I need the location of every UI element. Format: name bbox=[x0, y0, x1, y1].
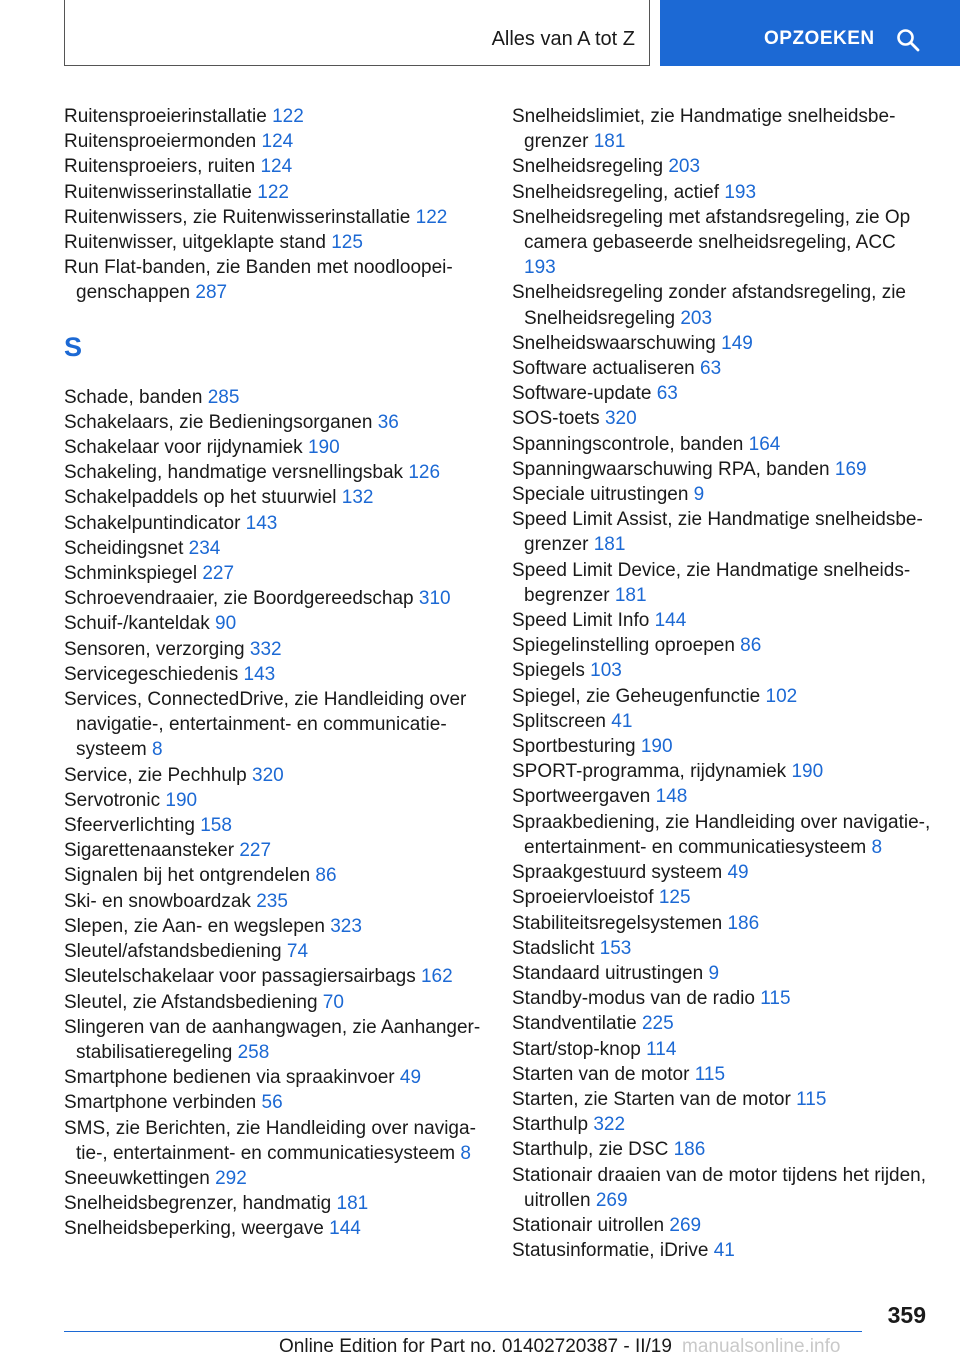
index-entry-page-link[interactable]: 143 bbox=[243, 663, 276, 685]
index-entry-text: SPORT-programma, rijdynamiek bbox=[512, 761, 787, 783]
index-entry-page-link[interactable]: 124 bbox=[260, 156, 293, 178]
index-entry-text: Schakelpaddels op het stuurwiel bbox=[64, 487, 337, 509]
index-entry-text: Run Flat-banden, zie Banden met noodloopeigenschappen bbox=[64, 257, 453, 304]
index-entry bbox=[64, 1191, 484, 1216]
index-entry-page-link[interactable]: 310 bbox=[418, 588, 451, 610]
index-entry-text: Ruitenwissers, zie Ruitenwisserinstallatie bbox=[64, 206, 411, 228]
index-entry-text: Scheidingsnet bbox=[64, 537, 184, 559]
index-entry bbox=[64, 939, 484, 964]
index-entry bbox=[64, 964, 484, 989]
index-entry-page-link[interactable]: 234 bbox=[188, 537, 221, 559]
footer-divider bbox=[64, 1331, 862, 1332]
index-entry-text: Signalen bij het ontgrendelen bbox=[64, 865, 311, 887]
index-entry-page-link[interactable]: 124 bbox=[261, 131, 294, 153]
index-entry-page-link[interactable]: 90 bbox=[215, 613, 237, 635]
index-entry-page-link[interactable]: 292 bbox=[215, 1167, 247, 1189]
index-entry-page-link[interactable]: 322 bbox=[593, 1114, 626, 1136]
index-entry-page-link[interactable]: 193 bbox=[724, 181, 757, 203]
index-entry-page-link[interactable]: 164 bbox=[748, 433, 781, 455]
index-entry bbox=[64, 104, 484, 129]
index-entry bbox=[64, 914, 484, 939]
index-entry bbox=[64, 863, 484, 888]
index-entry-text: Ski- en snowboardzak bbox=[64, 890, 251, 912]
index-entry bbox=[512, 1137, 932, 1162]
index-entry bbox=[512, 860, 932, 885]
index-entry bbox=[512, 1011, 932, 1036]
index-entry-page-link[interactable]: 235 bbox=[256, 890, 288, 912]
index-entry-page-link[interactable]: 63 bbox=[656, 383, 678, 405]
index-entry-text: Sportweergaven bbox=[512, 786, 651, 808]
index-entry-page-link[interactable]: 103 bbox=[590, 660, 622, 682]
index-entry-page-link[interactable]: 186 bbox=[727, 912, 760, 934]
index-entry-text: Speed Limit Assist, zie Handmatige snelheidsbegrenzer bbox=[512, 509, 923, 556]
index-entry-page-link[interactable]: 193 bbox=[524, 257, 556, 279]
index-entry bbox=[512, 154, 932, 179]
index-entry bbox=[512, 1087, 932, 1112]
index-entry-text: Snelheidsregeling zonder afstandsregeling, zie Snelheidsregeling bbox=[512, 282, 906, 329]
index-entry-text: Snelheidsbeperking, weergave bbox=[64, 1218, 324, 1240]
index-entry-page-link[interactable]: 126 bbox=[408, 462, 441, 484]
index-entry-text: Snelheidsregeling bbox=[512, 156, 664, 178]
index-entry-page-link[interactable]: 49 bbox=[727, 862, 749, 884]
index-entry-text: Sfeerverlichting bbox=[64, 815, 195, 837]
index-entry-page-link[interactable]: 181 bbox=[593, 131, 626, 153]
index-entry-text: SMS, zie Berichten, zie Handleiding over navigatie-, entertainment- en communicatiesysteem bbox=[64, 1117, 476, 1164]
index-entry-page-link[interactable]: 125 bbox=[331, 232, 363, 254]
index-column-right bbox=[512, 104, 932, 1263]
index-entry-text: Sensoren, verzorging bbox=[64, 638, 245, 660]
index-entry-page-link[interactable]: 115 bbox=[760, 988, 791, 1010]
index-entry bbox=[512, 280, 932, 330]
index-entry-text: Starten, zie Starten van de motor bbox=[512, 1088, 791, 1110]
index-entry bbox=[512, 684, 932, 709]
index-entry-page-link[interactable]: 190 bbox=[640, 736, 673, 758]
index-entry bbox=[64, 838, 484, 863]
index-entry-text: Stationair uitrollen bbox=[512, 1214, 665, 1236]
index-entry-text: Splitscreen bbox=[512, 710, 606, 732]
index-entry bbox=[64, 637, 484, 662]
index-entry-text: Start/stop-knop bbox=[512, 1038, 641, 1060]
index-entry-text: Snelheidsbegrenzer, handmatig bbox=[64, 1193, 332, 1215]
index-entry-page-link[interactable]: 41 bbox=[611, 710, 633, 732]
footer-edition-text: Online Edition for Part no. 01402720387 - II/19 bbox=[279, 1336, 672, 1357]
index-entry bbox=[64, 763, 484, 788]
index-entry bbox=[512, 658, 932, 683]
index-entry bbox=[64, 586, 484, 611]
index-entry-text: Ruitenwisserinstallatie bbox=[64, 181, 252, 203]
index-entry-text: Ruitensproeierinstallatie bbox=[64, 106, 267, 127]
index-entry bbox=[512, 180, 932, 205]
index-entry-page-link[interactable]: 56 bbox=[261, 1092, 283, 1114]
index-entry bbox=[512, 331, 932, 356]
index-entry bbox=[64, 990, 484, 1015]
search-button[interactable] bbox=[660, 0, 960, 66]
index-entry-text: SOS-toets bbox=[512, 408, 600, 430]
index-entry bbox=[64, 460, 484, 485]
index-entry-text: Schuif-/kanteldak bbox=[64, 613, 210, 635]
index-entry-text: Spiegel, zie Geheugenfunctie bbox=[512, 685, 761, 707]
index-entry bbox=[64, 154, 484, 179]
index-entry bbox=[512, 1112, 932, 1137]
index-entry-page-link[interactable]: 132 bbox=[341, 487, 374, 509]
index-entry bbox=[64, 129, 484, 154]
index-entry bbox=[512, 205, 932, 281]
index-entry-text: Smartphone bedienen via spraakinvoer bbox=[64, 1067, 395, 1089]
index-entry-text: Snelheidswaarschuwing bbox=[512, 332, 716, 354]
index-entry-page-link[interactable]: 323 bbox=[330, 915, 362, 937]
index-entry-text: Schroevendraaier, zie Boordgereedschap bbox=[64, 588, 414, 610]
index-entry bbox=[64, 1015, 484, 1065]
index-entry-page-link[interactable]: 320 bbox=[604, 408, 637, 430]
index-entry bbox=[512, 482, 932, 507]
index-entry bbox=[512, 457, 932, 482]
index-entry-page-link[interactable]: 143 bbox=[245, 512, 278, 534]
index-entry bbox=[64, 255, 484, 305]
index-entry bbox=[512, 633, 932, 658]
index-entry-text: Spiegelinstelling oproepen bbox=[512, 635, 735, 657]
index-entry-text: Standby-modus van de radio bbox=[512, 988, 755, 1010]
index-entry-page-link[interactable]: 8 bbox=[152, 739, 163, 761]
index-entry-page-link[interactable]: 269 bbox=[595, 1189, 628, 1211]
index-entry-page-link[interactable]: 115 bbox=[796, 1088, 827, 1110]
index-entry bbox=[64, 230, 484, 255]
index-entry-text: Software actualiseren bbox=[512, 358, 695, 380]
index-entry-page-link[interactable]: 285 bbox=[207, 386, 240, 408]
index-entry-page-link[interactable]: 190 bbox=[791, 761, 824, 783]
index-entry-text: Snelheidsregeling met afstandsregeling, zie Op camera gebaseerde snelheidsregeling, ACC bbox=[512, 206, 911, 254]
footer-watermark: manualsonline.info bbox=[682, 1336, 841, 1357]
index-entry-page-link[interactable]: 144 bbox=[654, 610, 687, 632]
index-entry bbox=[512, 734, 932, 759]
index-entry-page-link[interactable]: 86 bbox=[315, 865, 337, 887]
index-entry bbox=[64, 205, 484, 230]
index-entry-text: Sleutel, zie Afstandsbediening bbox=[64, 991, 318, 1013]
index-entry-page-link[interactable]: 86 bbox=[740, 635, 762, 657]
index-entry-page-link[interactable]: 203 bbox=[668, 156, 701, 178]
page-number: 359 bbox=[887, 1302, 926, 1328]
index-entry bbox=[64, 511, 484, 536]
index-entry bbox=[64, 889, 484, 914]
index-entry-text: Ruitensproeiers, ruiten bbox=[64, 156, 256, 178]
index-entry-text: Slepen, zie Aan- en wegslepen bbox=[64, 915, 325, 937]
index-entry-text: Schade, banden bbox=[64, 386, 203, 408]
index-entry bbox=[512, 1163, 932, 1213]
index-column-left bbox=[64, 104, 484, 1242]
index-entry bbox=[64, 1090, 484, 1115]
index-entry bbox=[64, 435, 484, 460]
index-entry bbox=[512, 381, 932, 406]
search-icon bbox=[896, 28, 920, 52]
search-button-label: OPZOEKEN bbox=[764, 28, 875, 49]
index-entry-text: Standaard uitrustingen bbox=[512, 962, 704, 984]
index-entry-text: Ruitenwisser, uitgeklapte stand bbox=[64, 232, 326, 254]
index-entry-text: Stabiliteitsregelsystemen bbox=[512, 912, 723, 934]
index-entry-text: Smartphone verbinden bbox=[64, 1092, 257, 1114]
index-entry-page-link[interactable]: 36 bbox=[377, 411, 399, 433]
index-entry-text: Sneeuwkettingen bbox=[64, 1167, 210, 1189]
index-entry bbox=[512, 986, 932, 1011]
index-entry-text: Sleutel/afstandsbediening bbox=[64, 941, 282, 963]
index-entry bbox=[64, 813, 484, 838]
index-entry bbox=[512, 558, 932, 608]
index-entry-page-link[interactable]: 181 bbox=[614, 584, 647, 606]
index-entry-page-link[interactable]: 122 bbox=[257, 181, 289, 203]
index-entry bbox=[64, 1166, 484, 1191]
index-entry-text: Servotronic bbox=[64, 789, 161, 811]
header-title-box bbox=[64, 0, 650, 66]
index-entry-text: Schakelpuntindicator bbox=[64, 512, 241, 534]
index-entry-page-link[interactable]: 49 bbox=[399, 1067, 422, 1089]
index-entry-text: Sleutelschakelaar voor passagiersairbags bbox=[64, 966, 416, 988]
index-entry-page-link[interactable]: 114 bbox=[646, 1038, 677, 1060]
index-entry-page-link[interactable]: 186 bbox=[673, 1139, 706, 1161]
index-entry bbox=[64, 611, 484, 636]
index-entry bbox=[64, 788, 484, 813]
index-entry-text: Spiegels bbox=[512, 660, 585, 682]
index-entry-page-link[interactable]: 70 bbox=[322, 991, 344, 1013]
section-letter-heading: S bbox=[64, 331, 83, 362]
index-entry-text: Snelheidsregeling, actief bbox=[512, 181, 720, 203]
index-entry-text: Speed Limit Device, zie Handmatige snelheidsbegrenzer bbox=[512, 559, 911, 606]
index-entry-text: Spanningwaarschuwing RPA, banden bbox=[512, 458, 830, 480]
index-entry bbox=[64, 485, 484, 510]
index-entry-page-link[interactable]: 190 bbox=[307, 437, 340, 459]
index-entry-text: Sigarettenaansteker bbox=[64, 840, 235, 862]
index-entry-page-link[interactable]: 190 bbox=[165, 789, 198, 811]
index-entry-text: Starthulp bbox=[512, 1114, 589, 1136]
index-entry-page-link[interactable]: 258 bbox=[237, 1041, 270, 1063]
index-entry-text: Services, ConnectedDrive, zie Handleiding over navigatie-, entertainment- en communicatiesysteem bbox=[64, 689, 467, 761]
index-entry bbox=[512, 104, 932, 154]
index-entry-page-link[interactable]: 9 bbox=[708, 962, 720, 984]
index-entry-page-link[interactable]: 225 bbox=[641, 1013, 674, 1035]
index-entry bbox=[512, 1213, 932, 1238]
index-entry-text: Speed Limit Info bbox=[512, 610, 650, 632]
index-entry bbox=[64, 662, 484, 687]
index-entry-text: Spraakbediening, zie Handleiding over navigatie-, entertainment- en communicatiesysteem bbox=[512, 811, 931, 858]
index-entry-text: Schminkspiegel bbox=[64, 563, 198, 585]
index-entry-text: Snelheidslimiet, zie Handmatige snelheidsbegrenzer bbox=[512, 106, 896, 153]
index-entry-text: Schakelaar voor rijdynamiek bbox=[64, 437, 303, 459]
index-entry-text: Slingeren van de aanhangwagen, zie Aanhangerstabilisatieregeling bbox=[64, 1016, 481, 1063]
index-entry-text: Starthulp, zie DSC bbox=[512, 1139, 669, 1161]
index-entry-page-link[interactable]: 287 bbox=[195, 282, 228, 304]
index-entry-text: Speciale uitrustingen bbox=[512, 484, 689, 506]
index-entry-page-link[interactable]: 181 bbox=[593, 534, 626, 556]
index-entry-page-link[interactable]: 269 bbox=[669, 1214, 702, 1236]
index-entry-text: Service, zie Pechhulp bbox=[64, 764, 247, 786]
index-entry bbox=[512, 1238, 932, 1263]
index-entry-page-link[interactable]: 153 bbox=[599, 937, 632, 959]
index-entry-page-link[interactable]: 332 bbox=[249, 638, 282, 660]
index-entry-page-link[interactable]: 74 bbox=[286, 941, 309, 963]
index-entry bbox=[64, 385, 484, 410]
index-entry-page-link[interactable]: 148 bbox=[655, 786, 688, 808]
index-entry-page-link[interactable]: 63 bbox=[700, 358, 722, 380]
index-entry-text: Stationair draaien van de motor tijdens het rijden, uitrollen bbox=[512, 1164, 927, 1211]
index-entry-page-link[interactable]: 227 bbox=[202, 563, 235, 585]
index-entry-text: Schakelaars, zie Bedieningsorganen bbox=[64, 411, 373, 433]
index-entry-text: Sportbesturing bbox=[512, 736, 636, 758]
index-entry bbox=[512, 936, 932, 961]
index-entry bbox=[64, 1216, 484, 1241]
index-entry-page-link[interactable]: 122 bbox=[272, 106, 304, 127]
index-entry-page-link[interactable]: 8 bbox=[460, 1142, 471, 1164]
index-entry-text: Spanningscontrole, banden bbox=[512, 433, 744, 455]
index-entry bbox=[512, 432, 932, 457]
index-entry bbox=[512, 784, 932, 809]
index-entry bbox=[512, 759, 932, 784]
index-entry-text: Starten van de motor bbox=[512, 1063, 690, 1085]
index-entry-text: Servicegeschiedenis bbox=[64, 663, 239, 685]
index-entry-text: Software-update bbox=[512, 383, 652, 405]
index-entry bbox=[64, 410, 484, 435]
index-entry-page-link[interactable]: 158 bbox=[200, 815, 232, 837]
index-entry bbox=[512, 961, 932, 986]
index-entry-page-link[interactable]: 8 bbox=[871, 836, 883, 858]
index-entry bbox=[512, 1037, 932, 1062]
index-entry-page-link[interactable]: 227 bbox=[239, 840, 272, 862]
index-entry bbox=[64, 536, 484, 561]
index-entry-page-link[interactable]: 169 bbox=[834, 458, 867, 480]
index-entry bbox=[512, 356, 932, 381]
index-entry-page-link[interactable]: 149 bbox=[721, 332, 753, 354]
index-entry bbox=[512, 406, 932, 431]
index-entry-page-link[interactable]: 41 bbox=[713, 1240, 735, 1262]
index-entry bbox=[512, 709, 932, 734]
index-entry-page-link[interactable]: 122 bbox=[415, 206, 448, 228]
index-entry bbox=[64, 180, 484, 205]
index-entry-page-link[interactable]: 162 bbox=[420, 966, 453, 988]
index-entry-text: Sproeiervloeistof bbox=[512, 887, 654, 909]
index-entry bbox=[64, 1116, 484, 1166]
index-entry-page-link[interactable]: 115 bbox=[694, 1063, 726, 1085]
header-title: Alles van A tot Z bbox=[491, 28, 635, 50]
index-entry-text: Spraakgestuurd systeem bbox=[512, 862, 723, 884]
index-entry bbox=[512, 1062, 932, 1087]
index-entry-page-link[interactable]: 125 bbox=[658, 887, 691, 909]
index-entry-text: Ruitensproeiermonden bbox=[64, 131, 257, 153]
index-entry bbox=[512, 507, 932, 557]
index-entry-text: Stadslicht bbox=[512, 937, 595, 959]
index-entry-page-link[interactable]: 102 bbox=[765, 685, 798, 707]
index-entry-text: Standventilatie bbox=[512, 1013, 637, 1035]
index-entry bbox=[64, 561, 484, 586]
index-entry-page-link[interactable]: 144 bbox=[329, 1218, 361, 1240]
index-entry-page-link[interactable]: 320 bbox=[252, 764, 284, 786]
index-entry bbox=[512, 911, 932, 936]
index-entry bbox=[512, 810, 932, 860]
index-entry bbox=[512, 608, 932, 633]
index-entry-page-link[interactable]: 203 bbox=[680, 307, 713, 329]
index-entry-text: Statusinformatie, iDrive bbox=[512, 1240, 709, 1262]
index-entry bbox=[512, 885, 932, 910]
index-entry bbox=[64, 687, 484, 763]
index-entry-text: Schakeling, handmatige versnellingsbak bbox=[64, 462, 404, 484]
index-entry bbox=[64, 1065, 484, 1090]
index-entry-page-link[interactable]: 181 bbox=[336, 1193, 369, 1215]
index-entry-page-link[interactable]: 9 bbox=[693, 484, 705, 506]
